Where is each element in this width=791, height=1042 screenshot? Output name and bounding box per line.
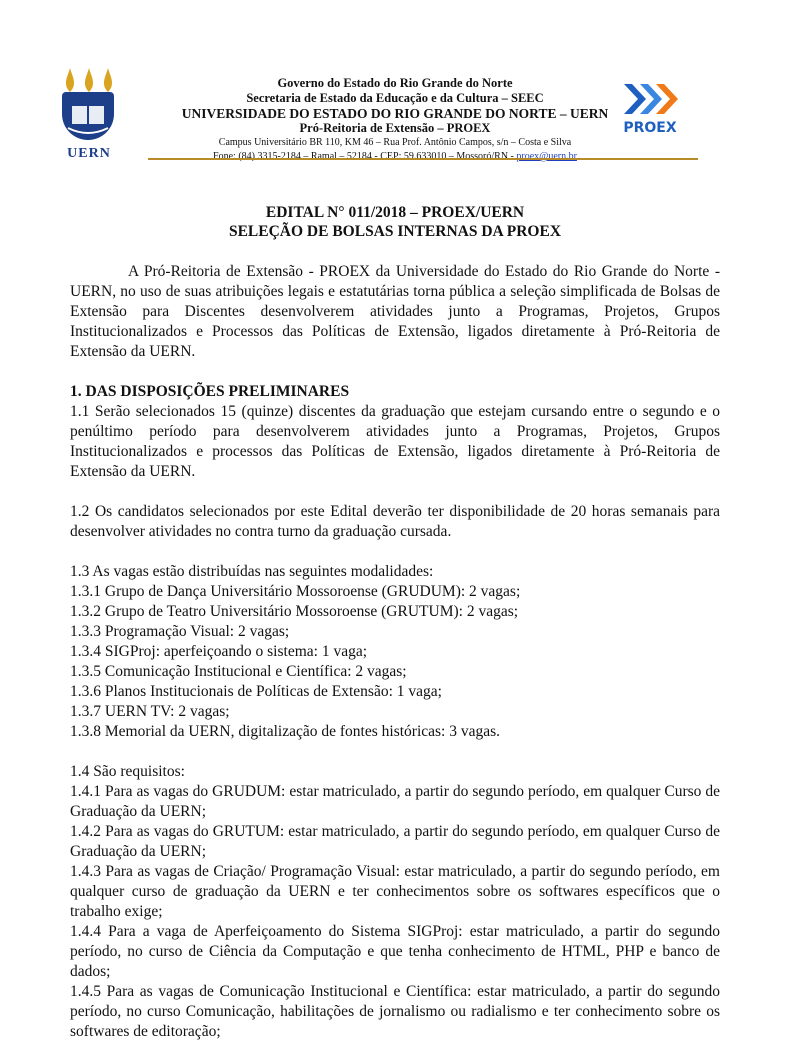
list-item: 1.3.1 Grupo de Dança Universitário Mossoroense (GRUDUM): 2 vagas; — [70, 583, 521, 600]
list-item: 1.3.2 Grupo de Teatro Universitário Mossoroense (GRUTUM): 2 vagas; — [70, 603, 519, 620]
proex-logo-label: PROEX — [623, 120, 677, 136]
edital-subject: SELEÇÃO DE BOLSAS INTERNAS DA PROEX — [228, 223, 562, 240]
item-1-2: 1.2 Os candidatos selecionados por este Edital deverão ter disponibilidade de 20 horas semanais para desenvolver atividades no contra turno da graduação cursada. — [70, 503, 720, 540]
item-1-4: 1.4 São requisitos: — [70, 763, 185, 780]
item-1-1: 1.1 Serão selecionados 15 (quinze) discentes da graduação que estejam cursando entre o segundo e o penúltimo período para desenvolverem atividades junto a Programas, Projetos, Grupos Institucionalizados e processos das Políticas de Extensão, ligados diretamente à Pró-Reitoria de Extensão da UERN. — [70, 403, 720, 480]
list-item: 1.4.1 Para as vagas do GRUDUM: estar matriculado, a partir do segundo período, em qualquer Curso de Graduação da UERN; — [70, 783, 720, 820]
list-item: 1.3.7 UERN TV: 2 vagas; — [70, 703, 230, 720]
list-item: 1.3.8 Memorial da UERN, digitalização de fontes históricas: 3 vagas. — [70, 723, 501, 740]
uern-logo-label: UERN — [67, 146, 111, 161]
intro-paragraph: A Pró-Reitoria de Extensão - PROEX da Universidade do Estado do Rio Grande do Norte -UERN, no uso de suas atribuições legais e estatutárias torna pública a seleção simplificada de Bolsas de Extensão para Discentes desenvolverem atividades junto a Programas, Projetos, Grupos Institucionalizados e Processos das Políticas de Extensão, ligados diretamente à Pró-Reitoria de Extensão da UERN. — [70, 263, 720, 360]
list-item: 1.3.5 Comunicação Institucional e Científica: 2 vagas; — [70, 663, 407, 680]
header-line-university: UNIVERSIDADE DO ESTADO DO RIO GRANDE DO NORTE – UERN — [181, 106, 609, 121]
list-item: 1.3.6 Planos Institucionais de Políticas de Extensão: 1 vaga; — [70, 683, 442, 700]
header-line-secretariat: Secretaria de Estado da Educação e da Cultura – SEEC — [246, 91, 544, 105]
shield-icon — [62, 92, 114, 140]
torch-flames-icon — [58, 66, 120, 94]
header-line-address: Campus Universitário BR 110, KM 46 – Rua Prof. Antônio Campos, s/n – Costa e Silva — [218, 137, 572, 148]
edital-body — [70, 262, 720, 1042]
header-divider — [148, 158, 698, 160]
header-line-proex: Pró-Reitoria de Extensão – PROEX — [299, 121, 491, 135]
proex-logo — [620, 80, 680, 150]
contact-phone: Fone: (84) 3315-2184 – Ramal – 52184 - CEP: 59.633010 – Mossoró/RN - — [213, 151, 517, 162]
list-item: 1.4.2 Para as vagas do GRUTUM: estar matriculado, a partir do segundo período, em qualquer Curso de Graduação da UERN; — [70, 823, 720, 860]
letterhead — [150, 76, 640, 164]
email-link[interactable]: proex@uern.br — [516, 151, 577, 162]
chevrons-icon — [620, 80, 680, 118]
list-item: 1.4.4 Para a vaga de Aperfeiçoamento do Sistema SIGProj: estar matriculado, a partir do segundo período, no curso de Ciência da Computação e que tenha conhecimento de HTML, PHP e banco de dados; — [70, 923, 720, 980]
list-item: 1.3.4 SIGProj: aperfeiçoando o sistema: 1 vaga; — [70, 643, 368, 660]
item-1-3: 1.3 As vagas estão distribuídas nas seguintes modalidades: — [70, 563, 434, 580]
list-item: 1.4.3 Para as vagas de Criação/ Programação Visual: estar matriculado, a partir do segundo período, em qualquer curso de graduação da UERN e ter conhecimentos sobre os softwares específicos que o trabalho exige; — [70, 863, 720, 920]
header-line-government: Governo do Estado do Rio Grande do Norte — [277, 76, 513, 90]
edital-number: EDITAL N° 011/2018 – PROEX/UERN — [265, 204, 525, 221]
uern-logo — [58, 66, 120, 166]
section-heading-1: 1. DAS DISPOSIÇÕES PRELIMINARES — [70, 383, 350, 400]
header-line-contact — [150, 150, 640, 164]
list-item: 1.4.5 Para as vagas de Comunicação Institucional e Científica: estar matriculado, a partir do segundo período, no curso Comunicação, habilitações de jornalismo ou radialismo e ter conhecimento sobre os softwares de editoração; — [70, 983, 720, 1040]
edital-title — [70, 203, 720, 241]
list-item: 1.3.3 Programação Visual: 2 vagas; — [70, 623, 290, 640]
